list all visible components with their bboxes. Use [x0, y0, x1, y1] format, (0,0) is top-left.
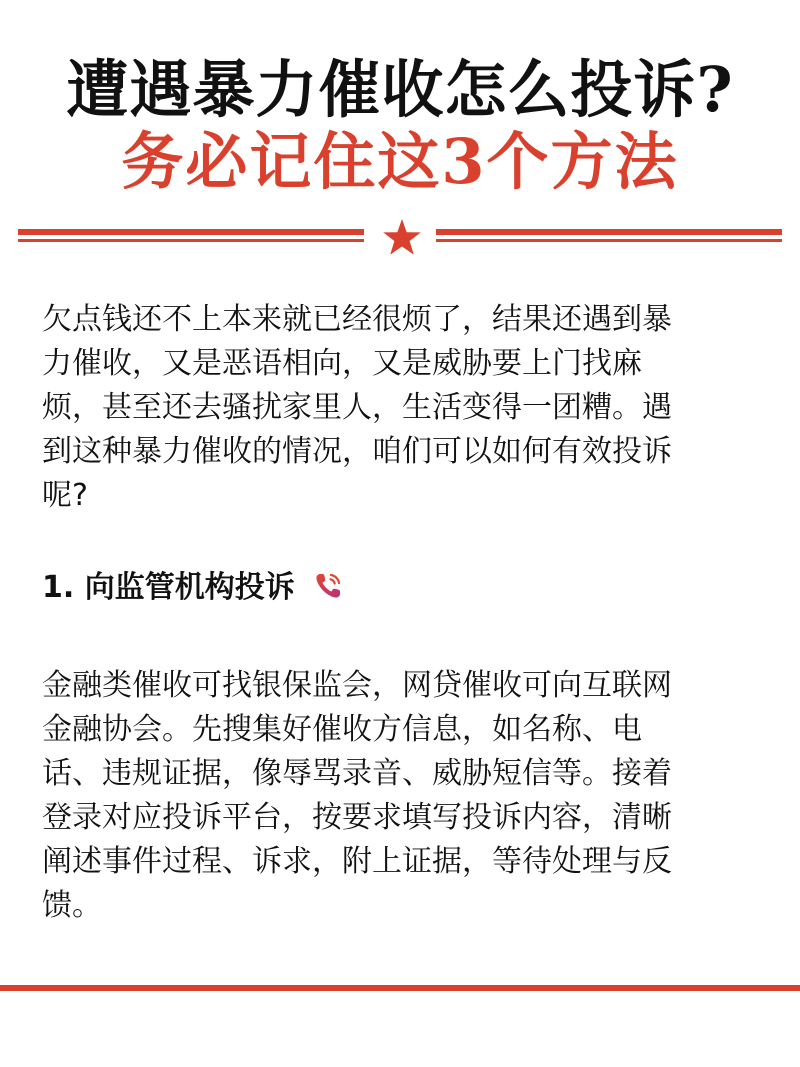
intro-line: 欠点钱还不上本来就已经很烦了，结果还遇到暴: [42, 302, 672, 337]
page-title: 遭遇暴力催收怎么投诉?: [66, 53, 734, 126]
intro-line: 力催收，又是恶语相向，又是威胁要上门找麻: [42, 346, 642, 381]
divider-rule-right: [436, 229, 782, 245]
section-heading-text: 1. 向监管机构投诉: [42, 570, 295, 605]
intro-line: 呢?: [42, 478, 88, 513]
section1-line: 阐述事件过程、诉求，附上证据，等待处理与反: [42, 844, 672, 879]
divider-rule-left: [18, 229, 364, 245]
star-icon: [382, 217, 422, 257]
section1-line: 金融类催收可找银保监会，网贷催收可向互联网: [42, 668, 672, 703]
section1-line: 话、违规证据，像辱骂录音、威胁短信等。接着: [42, 756, 672, 791]
section1-line: 金融协会。先搜集好催收方信息，如名称、电: [42, 712, 642, 747]
intro-paragraph: [42, 298, 762, 518]
section1-paragraph: [42, 664, 762, 928]
section-heading: [42, 566, 343, 610]
page-subtitle: 务必记住这3个方法: [121, 125, 679, 198]
section1-line: 登录对应投诉平台，按要求填写投诉内容，清晰: [42, 800, 672, 835]
intro-line: 烦，甚至还去骚扰家里人，生活变得一团糟。遇: [42, 390, 672, 425]
bottom-divider: [0, 985, 800, 991]
title-divider: [18, 222, 782, 252]
intro-line: 到这种暴力催收的情况，咱们可以如何有效投诉: [42, 434, 672, 469]
section1-line: 馈。: [42, 888, 102, 923]
telephone-icon: [313, 571, 343, 601]
